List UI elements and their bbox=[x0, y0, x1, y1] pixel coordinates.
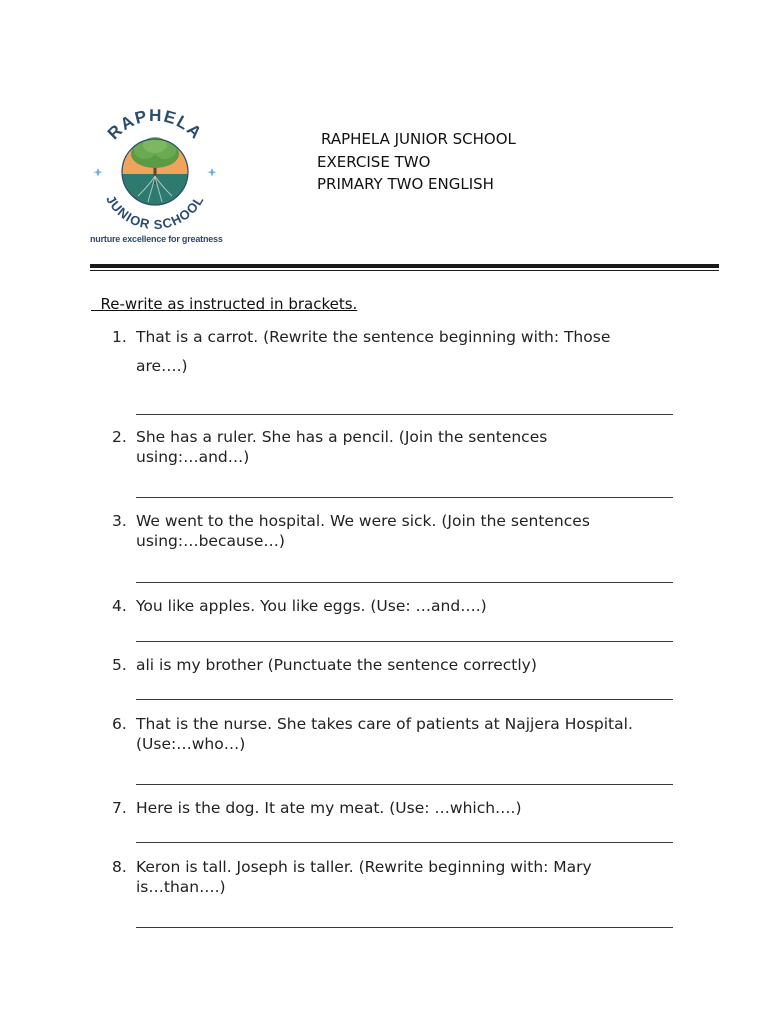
header-divider bbox=[90, 264, 719, 268]
answer-line[interactable] bbox=[136, 842, 673, 843]
question-number: 3. bbox=[112, 512, 127, 530]
question-text-cont: are….) bbox=[136, 357, 188, 375]
answer-line[interactable] bbox=[136, 927, 673, 928]
question-text: Here is the dog. It ate my meat. (Use: …which….) bbox=[136, 799, 522, 817]
school-logo bbox=[88, 104, 222, 252]
logo-arc-bottom: JUNIOR SCHOOL bbox=[103, 192, 207, 233]
question-number: 7. bbox=[112, 799, 127, 817]
question-text: That is the nurse. She takes care of patients at Najjera Hospital. bbox=[136, 715, 633, 733]
school-name: RAPHELA JUNIOR SCHOOL bbox=[321, 130, 516, 148]
answer-line[interactable] bbox=[136, 641, 673, 642]
header-divider-thin bbox=[90, 270, 719, 271]
question-text: She has a ruler. She has a pencil. (Join the sentences bbox=[136, 428, 548, 446]
question-text-cont: is…than….) bbox=[136, 878, 226, 896]
question-number: 8. bbox=[112, 858, 127, 876]
instruction-heading: Re-write as instructed in brackets. bbox=[91, 295, 358, 313]
question-text: We went to the hospital. We were sick. (Join the sentences bbox=[136, 512, 590, 530]
question-number: 6. bbox=[112, 715, 127, 733]
answer-line[interactable] bbox=[136, 582, 673, 583]
exercise-title: EXERCISE TWO bbox=[317, 152, 431, 171]
question-number: 1. bbox=[112, 328, 127, 346]
answer-line[interactable] bbox=[136, 497, 673, 498]
logo-tagline: nurture excellence for greatness bbox=[90, 234, 223, 244]
class-subject: PRIMARY TWO ENGLISH bbox=[317, 175, 494, 193]
question-text-cont: using:…and…) bbox=[136, 448, 250, 466]
question-number: 4. bbox=[112, 597, 127, 615]
question-text: Keron is tall. Joseph is taller. (Rewrite beginning with: Mary bbox=[136, 858, 592, 876]
logo-arc-top: RAPHELA bbox=[103, 105, 207, 144]
answer-line[interactable] bbox=[136, 699, 673, 700]
question-text: You like apples. You like eggs. (Use: …and….) bbox=[136, 597, 487, 615]
answer-line[interactable] bbox=[136, 784, 673, 785]
answer-line[interactable] bbox=[136, 414, 673, 415]
question-text-cont: using:…because…) bbox=[136, 532, 285, 550]
question-text: That is a carrot. (Rewrite the sentence beginning with: Those bbox=[136, 328, 611, 346]
question-text: ali is my brother (Punctuate the sentence correctly) bbox=[136, 656, 537, 674]
question-number: 2. bbox=[112, 428, 127, 446]
question-text-cont: (Use:…who…) bbox=[136, 735, 246, 753]
school-header bbox=[317, 128, 516, 196]
question-number: 5. bbox=[112, 656, 127, 674]
